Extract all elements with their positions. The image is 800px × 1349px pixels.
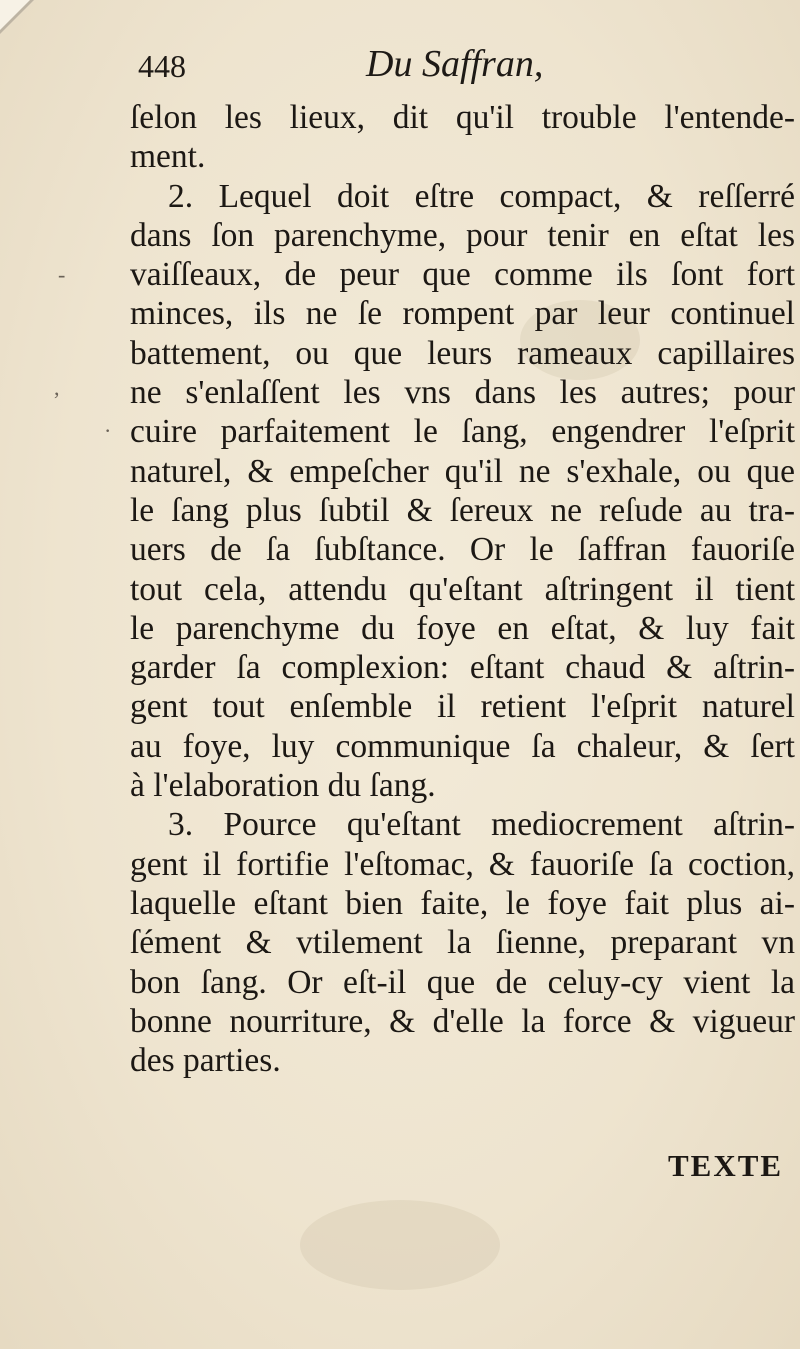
text-line: ne s'enlaſſent les vns dans les autres; pour <box>130 374 795 412</box>
margin-comma: , <box>54 375 60 400</box>
text-line: au foye, luy communique ſa chaleur, & ſert <box>130 727 795 765</box>
text-line: bonne nourriture, & d'elle la force & vigueur <box>130 1002 795 1040</box>
folded-corner-highlight <box>0 0 30 30</box>
text-line: tout cela, attendu qu'eſtant aſtringent il tient <box>130 570 795 608</box>
text-line: dans ſon parenchyme, pour tenir en eſtat les <box>130 216 795 254</box>
body-text <box>130 98 795 1080</box>
text-line: le parenchyme du foye en eſtat, & luy fait <box>130 609 795 647</box>
text-line: ſelon les lieux, dit qu'il trouble l'entende- <box>130 99 795 136</box>
running-title: Du Saffran, <box>366 43 544 85</box>
page-number: 448 <box>138 48 186 84</box>
text-line: le ſang plus ſubtil & ſereux ne reſude au tra- <box>130 491 795 529</box>
text-line: laquelle eſtant bien faite, le foye fait plus ai- <box>130 884 795 922</box>
text-line: vaiſſeaux, de peur que comme ils ſont fort <box>130 256 795 294</box>
paper-stain <box>300 1200 500 1290</box>
margin-dash: - <box>58 262 66 287</box>
text-line: minces, ils ne ſe rompent par leur continuel <box>130 295 795 333</box>
text-line: à l'elaboration du ſang. <box>130 767 436 805</box>
text-line: bon ſang. Or eſt-il que de celuy-cy vient la <box>130 963 795 1001</box>
text-line: cuire parfaitement le ſang, engendrer l'eſprit <box>130 413 795 451</box>
margin-dot: · <box>104 418 112 443</box>
text-line: garder ſa complexion: eſtant chaud & aſtrin- <box>130 649 795 687</box>
text-line: 3. Pource qu'eſtant mediocrement aſtrin- <box>168 806 795 844</box>
text-line: des parties. <box>130 1042 281 1080</box>
text-line: ment. <box>130 138 206 176</box>
text-line: gent tout enſemble il retient l'eſprit naturel <box>130 688 795 726</box>
page-header <box>138 42 738 92</box>
text-line: ſément & vtilement la ſienne, preparant vn <box>130 924 795 962</box>
catchword: TEXTE <box>668 1148 784 1183</box>
text-line: gent il fortifie l'eſtomac, & fauoriſe ſa coction, <box>130 845 795 883</box>
text-line: uers de ſa ſubſtance. Or le ſaffran fauoriſe <box>130 531 795 569</box>
text-line: 2. Lequel doit eſtre compact, & reſſerré <box>168 177 795 215</box>
text-line: naturel, & empeſcher qu'il ne s'exhale, ou que <box>130 452 795 490</box>
text-line: battement, ou que leurs rameaux capillaires <box>130 334 795 372</box>
